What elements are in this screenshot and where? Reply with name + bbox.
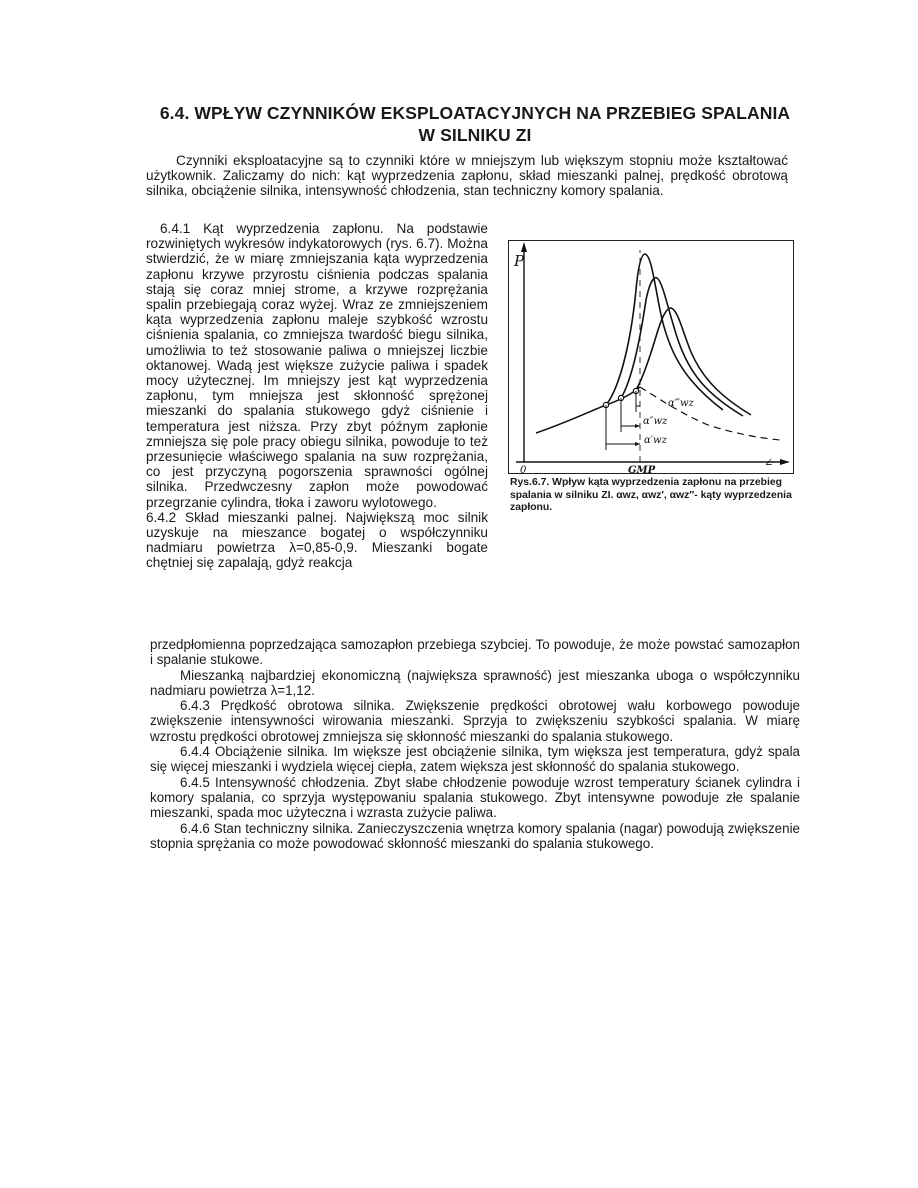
motoring-curve (640, 387, 780, 440)
x-axis-label: ∠ (764, 456, 774, 469)
section-heading (150, 102, 800, 146)
figure-caption: Rys.6.7. Wpływ kąta wyprzedzenia zapłonu na przebieg spalania w silniku ZI. αwz, αwz′, αwz″- kąty wyprzedzenia zapłonu. (510, 477, 792, 514)
section-6-4-2-continued: przedpłomienna poprzedzająca samozapłon przebiega szybciej. To powoduje, że może powstać samozapłon i spalanie stukowe. (150, 637, 800, 668)
section-6-4-6: 6.4.6 Stan techniczny silnika. Zanieczyszczenia wnętrza komory spalania (nagar) powodują zwiększenie stopnia sprężania co może powodować skłonność mieszanki do spalania stukowego. (150, 820, 800, 851)
combustion-curve-2 (621, 278, 743, 416)
left-column (146, 221, 488, 571)
heading-line-1: 6.4. WPŁYW CZYNNIKÓW EKSPLOATACYJNYCH NA PRZEBIEG SPALANIA (159, 103, 791, 123)
intro-paragraph: Czynniki eksploatacyjne są to czynniki które w mniejszym lub większym stopniu może kształtować użytkownik. Zaliczamy do nich: kąt wyprzedzenia zapłonu, skład mieszanki palnej, prędkość obrotową silnika, obciążenie silnika, intensywność chłodzenia, stan techniczny komory spalania. (146, 153, 788, 199)
section-6-4-5: 6.4.5 Intensywność chłodzenia. Zbyt słabe chłodzenie powoduje wzrost temperatury ścianek cylindra i komory spalania, co sprzyja występowaniu spalania stukowego. Zbyt intensywne powoduje złe spalanie mieszanki, spada moc użyteczna i wzrasta zużycie paliwa. (150, 774, 800, 821)
y-axis-arrow (521, 242, 527, 252)
indicator-diagram (508, 240, 794, 474)
y-axis-label: P (514, 252, 525, 270)
x-axis-arrow (780, 459, 790, 465)
angle-label-3: α′wz (644, 435, 667, 446)
section-6-4-2-start: 6.4.2 Skład mieszanki palnej. Największą moc silnik uzyskuje na mieszance bogatej o współczynniku nadmiaru powietrza λ=0,85-0,9. Mieszanki bogate chętniej się zapalają, gdyż reakcja (146, 509, 488, 571)
angle-label-1: α‴wz (668, 398, 694, 409)
bottom-section (150, 637, 800, 851)
section-6-4-2-economy: Mieszanką najbardziej ekonomiczną (największa sprawność) jest mieszanka uboga o współczynniku nadmiaru powietrza λ=1,12. (150, 667, 800, 698)
tdc-label: GMP (628, 465, 656, 474)
angle-label-2: α″wz (643, 416, 668, 427)
section-6-4-4: 6.4.4 Obciążenie silnika. Im większe jest obciążenie silnika, tym większa jest temperatura, gdyż spala się więcej mieszanki i wydziela więcej ciepła, zatem większa jest skłonność do spalania stukowego. (150, 744, 800, 775)
section-6-4-1: 6.4.1 Kąt wyprzedzenia zapłonu. Na podstawie rozwiniętych wykresów indykatorowych (rys. 6.7). Można stwierdzić, że w miarę zmniejszania kąta wyprzedzenia zapłonu krzywe przyrostu ciśnienia podczas spalania stają się coraz mniej strome, a krzywe rozprężania spalin przebiegają coraz wyżej. Wraz ze zmniejszeniem kąta wyprzedzenia zapłonu maleje szybkość wzrostu ciśnienia spalania, co zmniejsza twardość biegu silnika, umożliwia to też stosowanie paliwa o mniejszej liczbie oktanowej. Wadą jest większe zużycie paliwa i spadek mocy użytecznej. Im mniejszy jest kąt wyprzedzenia zapłonu, tym mniejsza jest skłonność sprężonej mieszanki do spalania stukowego gdyż ciśnienie i temperatura jest niższa. Przy zbyt późnym zapłonie zmniejsza się pole pracy obiegu silnika, powoduje to też przesunięcie właściwego spalania na suw rozprężania, co jest przyczyną pogorszenia sprawności ogólnej silnika. Przedwczesny zapłon może powodować przegrzanie cylindra, tłoka i zaworu wylotowego. (146, 221, 488, 510)
section-6-4-3: 6.4.3 Prędkość obrotowa silnika. Zwiększenie prędkości obrotowej wału korbowego powoduje zwiększenie intensywności wirowania mieszanki. Sprzyja to zwiększeniu szybkości spalania. W miarę wzrostu prędkości obrotowej zmniejsza się skłonność mieszanki do spalania stukowego. (150, 698, 800, 744)
figure-6-7 (508, 240, 794, 474)
angle-arrow-1 (635, 442, 640, 446)
heading-line-2: W SILNIKU ZI (418, 125, 532, 145)
angle-arrow-2 (635, 424, 640, 428)
origin-label: 0 (520, 465, 527, 474)
